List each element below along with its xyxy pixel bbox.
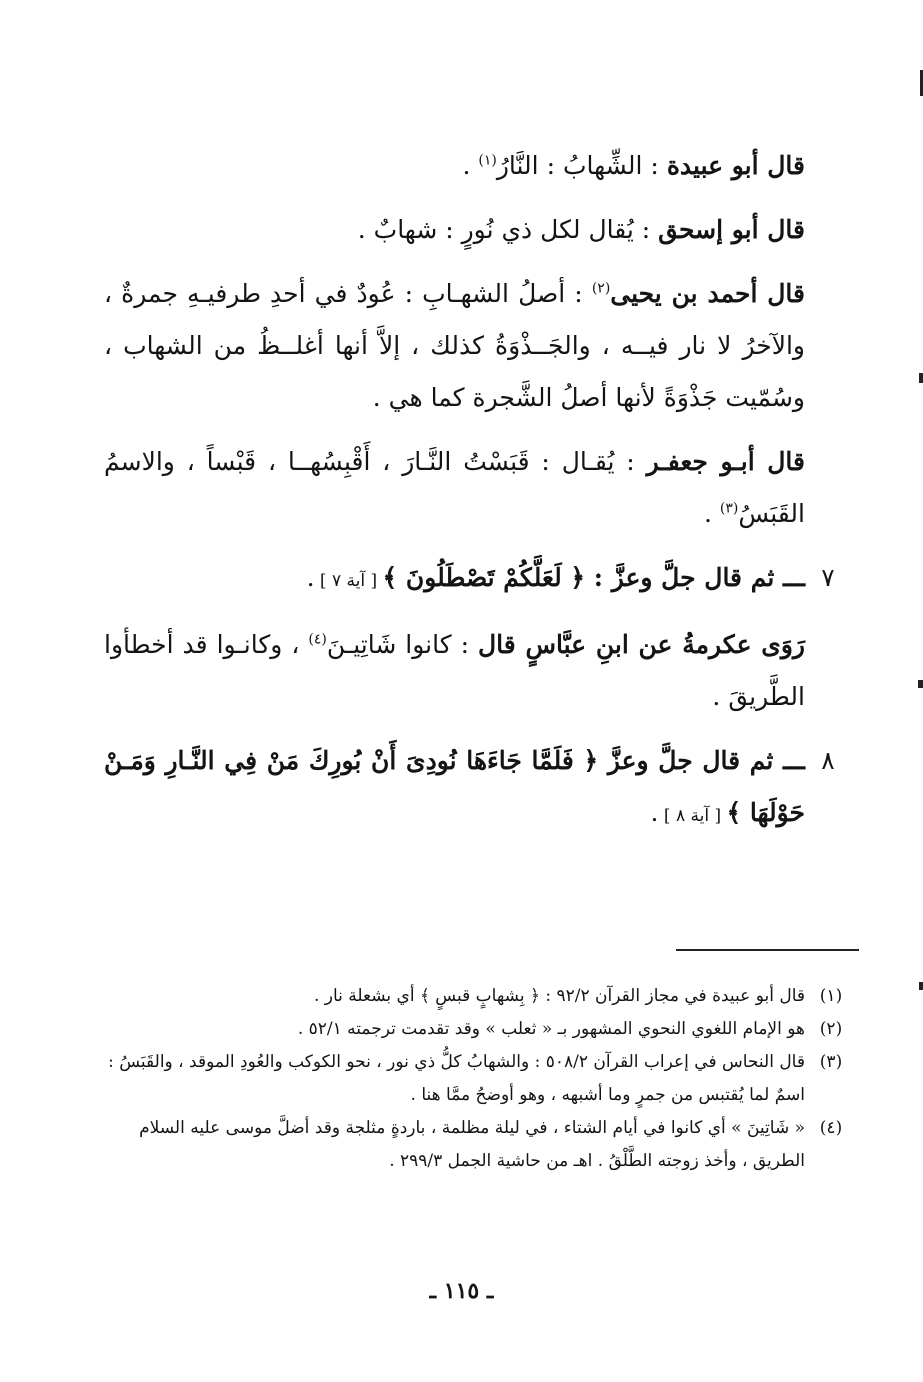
verse-lead: ثم قال جلَّ وعزَّ : bbox=[585, 563, 784, 592]
paragraph-end: . bbox=[306, 563, 315, 592]
verse-reference: [ آية ٧ ] bbox=[314, 571, 383, 591]
paragraph-abu-jafar bbox=[104, 436, 805, 540]
verse-number: ٨ bbox=[821, 746, 835, 775]
paragraph-text-rest: ، وكانـوا قد أخطأوا الطَّريقَ . bbox=[104, 630, 805, 711]
paragraph-text: : كانوا شَاتِيـنَ bbox=[326, 630, 479, 659]
page-number: ـ ١١٥ ـ bbox=[429, 1278, 494, 1304]
quran-quote: ﴿ لَعَلَّكُمْ تَصْطَلُونَ ﴾ bbox=[382, 563, 586, 592]
footnote-item bbox=[104, 1013, 849, 1046]
footnote-number: (٢) bbox=[819, 1019, 843, 1039]
footnotes-section bbox=[104, 980, 849, 1178]
quran-quote: ﴿ فَلَمَّا جَاءَهَا نُودِىَ أَنْ بُورِكَ مَنْ فِي النَّـارِ وَمَـنْ حَوْلَهَا ﴾ bbox=[104, 746, 805, 827]
verse-number: ٧ bbox=[821, 563, 835, 592]
footnote-divider bbox=[676, 949, 859, 951]
paragraph-ahmad-ibn-yahya bbox=[104, 268, 805, 424]
paragraph-end: . bbox=[703, 499, 720, 528]
verse-reference: [ آية ٨ ] bbox=[658, 806, 727, 826]
footnote-marker[interactable]: (٢) bbox=[591, 280, 611, 297]
scan-edge-mark bbox=[919, 982, 923, 990]
paragraph-abu-ubayda bbox=[104, 140, 805, 192]
verse-7-item bbox=[104, 552, 835, 607]
footnote-item bbox=[104, 1046, 849, 1112]
paragraph-text: : يُقال لكل ذي نُورٍ : شهابٌ . bbox=[357, 215, 659, 244]
speaker-name: قال أبو عبيدة bbox=[666, 151, 805, 180]
paragraph-text: : أصلُ الشهـابِ : عُودٌ في أحدِ طرفيـهِ جمرةٌ ، والآخرُ لا نار فيــه ، والجَــذْوَةُ كذلك ، إلاَّ أنها أغلــظُ من الشهاب ، وسُمّيت جَذْوَةً لأنها أصلُ الشَّجرة كما هي . bbox=[104, 279, 805, 412]
footnote-text: قال أبو عبيدة في مجاز القرآن ٩٢/٢ : ﴿ بِشهابٍ قبسٍ ﴾ أي بشعلة نار . bbox=[313, 986, 805, 1006]
paragraph-abu-ishaq bbox=[104, 204, 805, 256]
speaker-name: قال أحمد بن يحيى bbox=[610, 279, 806, 308]
footnote-item bbox=[104, 1112, 849, 1178]
footnote-marker[interactable]: (١) bbox=[478, 152, 497, 169]
speaker-name: رَوَى عكرمةُ عن ابنِ عبَّاسٍ قال bbox=[478, 630, 805, 659]
footnote-text: هو الإمام اللغوي النحوي المشهور بـ « ثعلب » وقد تقدمت ترجمته ٥٢/١ . bbox=[297, 1019, 805, 1039]
speaker-name: قال أبـو جعفـر bbox=[646, 447, 805, 476]
paragraph-end: . bbox=[462, 151, 479, 180]
footnote-text: قال النحاس في إعراب القرآن ٥٠٨/٢ : والشهابُ كلُّ ذي نور ، نحو الكوكب والعُودِ الموقد ، والقَبَسُ : اسمٌ لما يُقتبس من جمرٍ وما أشبهه ، وهو أوضحُ ممَّا هنا . bbox=[108, 1052, 805, 1105]
footnote-number: (٣) bbox=[819, 1052, 843, 1072]
paragraph-ikrima bbox=[104, 619, 805, 723]
main-text bbox=[104, 140, 835, 854]
verse-8-item bbox=[104, 735, 835, 842]
scan-edge-mark bbox=[919, 373, 923, 383]
scan-edge-mark bbox=[918, 680, 923, 688]
speaker-name: قال أبو إسحق bbox=[658, 215, 805, 244]
footnote-number: (١) bbox=[819, 986, 843, 1006]
footnote-marker[interactable]: (٣) bbox=[719, 500, 739, 517]
verse-lead: ثم قال جلَّ وعزَّ bbox=[598, 746, 783, 775]
footnote-number: (٤) bbox=[819, 1118, 843, 1138]
footnote-text: « شَاتِينَ » أي كانوا في أيام الشتاء ، في ليلة مظلمة ، باردةٍ مثلجة وقد أضلَّ موسى عليه السلام الطريق ، وأخذ زوجته الطَّلْقُ . اهـ من حاشية الجمل ٢٩٩/٣ . bbox=[139, 1118, 805, 1171]
footnote-marker[interactable]: (٤) bbox=[308, 631, 327, 648]
paragraph-text: : يُقـال : قَبَسْتُ النَّـارَ ، أَقْبِسُهــا ، قَبْساً ، والاسمُ القَبَسُ bbox=[104, 447, 805, 528]
footnote-item bbox=[104, 980, 849, 1013]
verse-dash: ـــ bbox=[783, 746, 805, 775]
paragraph-text: : الشِّهابُ : النَّارُ bbox=[496, 151, 667, 180]
paragraph-end: . bbox=[650, 798, 659, 827]
verse-dash: ـــ bbox=[783, 563, 805, 592]
